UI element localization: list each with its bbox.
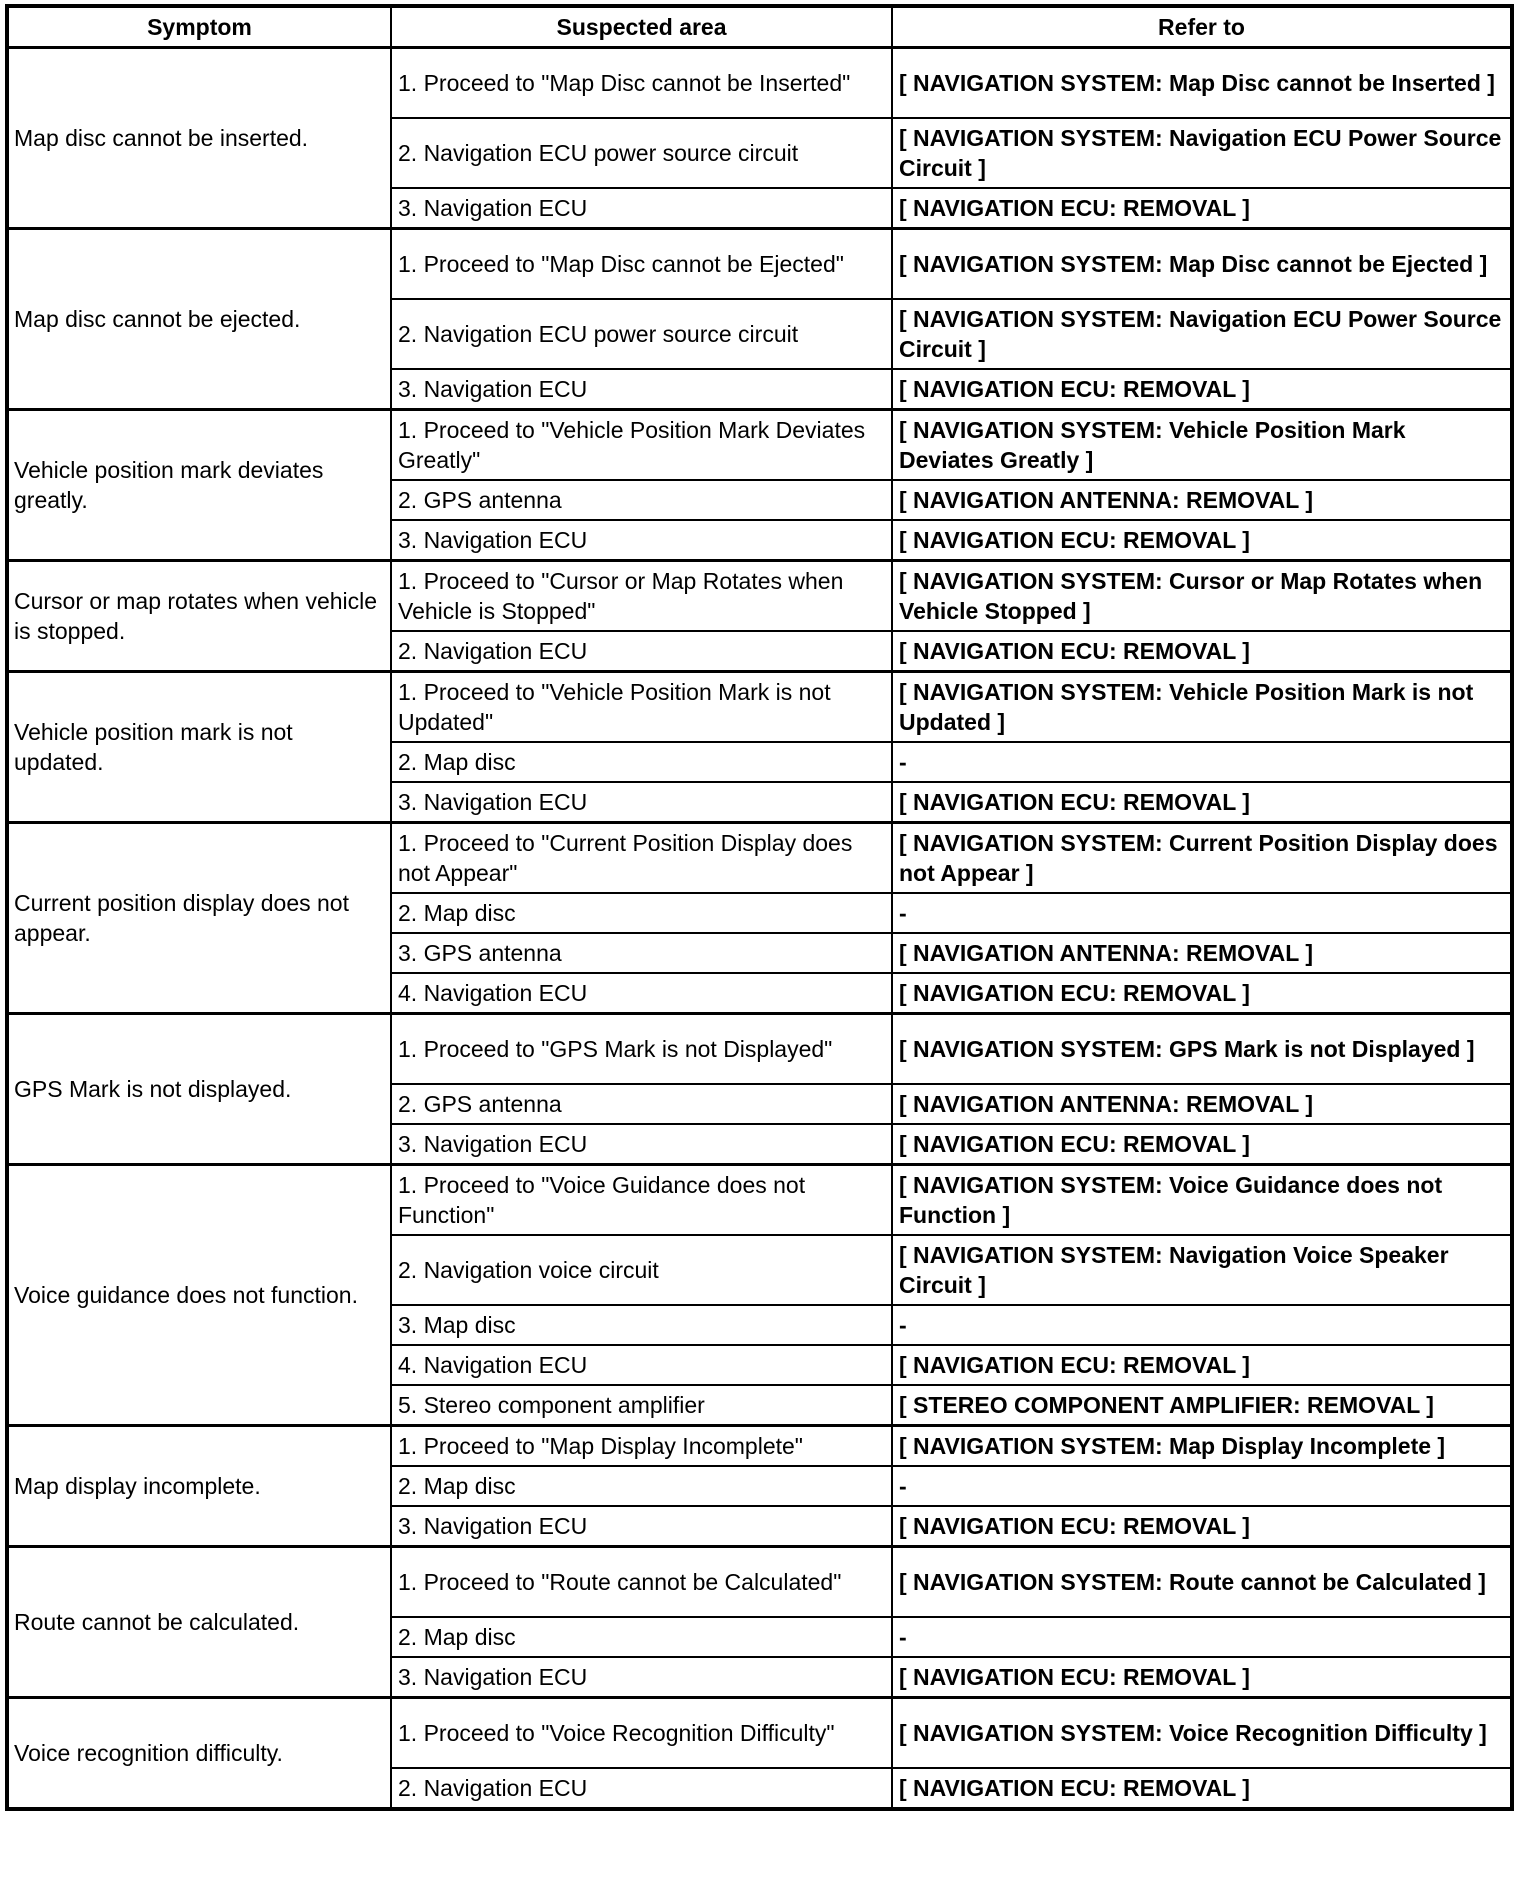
suspected-area-cell: 3. Navigation ECU [391,1657,892,1698]
refer-to-link[interactable]: [ NAVIGATION ECU: REMOVAL ] [892,1657,1512,1698]
refer-to-link: - [892,893,1512,933]
suspected-area-cell: 1. Proceed to "Map Disc cannot be Ejected" [391,229,892,300]
suspected-area-cell: 4. Navigation ECU [391,1345,892,1385]
table-row [7,1547,1512,1618]
suspected-area-cell: 2. Map disc [391,893,892,933]
refer-to-link[interactable]: [ NAVIGATION ECU: REMOVAL ] [892,369,1512,410]
symptom-cell: Cursor or map rotates when vehicle is stopped. [7,561,391,672]
refer-to-link: - [892,1466,1512,1506]
table-header [7,6,1512,48]
refer-to-link[interactable]: [ NAVIGATION ANTENNA: REMOVAL ] [892,480,1512,520]
suspected-area-cell: 2. Navigation voice circuit [391,1235,892,1305]
refer-to-link[interactable]: [ NAVIGATION ECU: REMOVAL ] [892,973,1512,1014]
table-row [7,1426,1512,1467]
refer-to-link[interactable]: [ STEREO COMPONENT AMPLIFIER: REMOVAL ] [892,1385,1512,1426]
symptom-cell: Voice recognition difficulty. [7,1698,391,1810]
suspected-area-cell: 2. GPS antenna [391,1084,892,1124]
suspected-area-cell: 3. GPS antenna [391,933,892,973]
symptom-cell: Map disc cannot be inserted. [7,48,391,229]
symptom-cell: Vehicle position mark is not updated. [7,672,391,823]
suspected-area-cell: 1. Proceed to "Map Display Incomplete" [391,1426,892,1467]
troubleshooting-table [5,4,1514,1811]
refer-to-link: - [892,742,1512,782]
suspected-area-cell: 2. Map disc [391,742,892,782]
refer-to-link: - [892,1305,1512,1345]
table-row [7,410,1512,481]
symptom-cell: Map disc cannot be ejected. [7,229,391,410]
refer-to-link[interactable]: [ NAVIGATION ECU: REMOVAL ] [892,782,1512,823]
table-row [7,48,1512,119]
table-row [7,229,1512,300]
refer-to-link[interactable]: [ NAVIGATION SYSTEM: Map Disc cannot be Ejected ] [892,229,1512,300]
suspected-area-cell: 3. Navigation ECU [391,1506,892,1547]
suspected-area-cell: 1. Proceed to "Voice Guidance does not Function" [391,1165,892,1236]
refer-to-link[interactable]: [ NAVIGATION SYSTEM: Navigation ECU Power Source Circuit ] [892,299,1512,369]
symptom-cell: Map display incomplete. [7,1426,391,1547]
symptom-cell: GPS Mark is not displayed. [7,1014,391,1165]
refer-to-link[interactable]: [ NAVIGATION ANTENNA: REMOVAL ] [892,1084,1512,1124]
table-row [7,561,1512,632]
refer-to-link[interactable]: [ NAVIGATION SYSTEM: Vehicle Position Mark Deviates Greatly ] [892,410,1512,481]
refer-to-link[interactable]: [ NAVIGATION ECU: REMOVAL ] [892,1124,1512,1165]
suspected-area-cell: 2. Map disc [391,1617,892,1657]
refer-to-link[interactable]: [ NAVIGATION ECU: REMOVAL ] [892,520,1512,561]
table-row [7,823,1512,894]
suspected-area-cell: 1. Proceed to "Map Disc cannot be Inserted" [391,48,892,119]
suspected-area-cell: 3. Navigation ECU [391,188,892,229]
refer-to-link[interactable]: [ NAVIGATION SYSTEM: Map Display Incomplete ] [892,1426,1512,1467]
suspected-area-cell: 2. Map disc [391,1466,892,1506]
suspected-area-cell: 3. Navigation ECU [391,782,892,823]
header-row [7,6,1512,48]
symptom-cell: Current position display does not appear. [7,823,391,1014]
refer-to-link[interactable]: [ NAVIGATION ECU: REMOVAL ] [892,631,1512,672]
header-symptom: Symptom [7,6,391,48]
table-row [7,672,1512,743]
suspected-area-cell: 5. Stereo component amplifier [391,1385,892,1426]
refer-to-link: - [892,1617,1512,1657]
suspected-area-cell: 4. Navigation ECU [391,973,892,1014]
suspected-area-cell: 2. GPS antenna [391,480,892,520]
refer-to-link[interactable]: [ NAVIGATION SYSTEM: Voice Guidance does not Function ] [892,1165,1512,1236]
suspected-area-cell: 1. Proceed to "Cursor or Map Rotates when Vehicle is Stopped" [391,561,892,632]
suspected-area-cell: 3. Navigation ECU [391,1124,892,1165]
suspected-area-cell: 1. Proceed to "Route cannot be Calculated" [391,1547,892,1618]
refer-to-link[interactable]: [ NAVIGATION ECU: REMOVAL ] [892,188,1512,229]
table-row [7,1014,1512,1085]
refer-to-link[interactable]: [ NAVIGATION SYSTEM: Current Position Display does not Appear ] [892,823,1512,894]
suspected-area-cell: 2. Navigation ECU [391,631,892,672]
header-refer-to: Refer to [892,6,1512,48]
header-suspected-area: Suspected area [391,6,892,48]
refer-to-link[interactable]: [ NAVIGATION SYSTEM: Navigation ECU Power Source Circuit ] [892,118,1512,188]
suspected-area-cell: 1. Proceed to "Voice Recognition Difficulty" [391,1698,892,1769]
suspected-area-cell: 2. Navigation ECU power source circuit [391,299,892,369]
suspected-area-cell: 3. Navigation ECU [391,520,892,561]
refer-to-link[interactable]: [ NAVIGATION SYSTEM: Voice Recognition Difficulty ] [892,1698,1512,1769]
refer-to-link[interactable]: [ NAVIGATION ECU: REMOVAL ] [892,1768,1512,1809]
refer-to-link[interactable]: [ NAVIGATION SYSTEM: Navigation Voice Speaker Circuit ] [892,1235,1512,1305]
table-row [7,1165,1512,1236]
symptom-cell: Route cannot be calculated. [7,1547,391,1698]
refer-to-link[interactable]: [ NAVIGATION SYSTEM: Map Disc cannot be Inserted ] [892,48,1512,119]
table-body [7,48,1512,1810]
refer-to-link[interactable]: [ NAVIGATION ECU: REMOVAL ] [892,1506,1512,1547]
symptom-cell: Voice guidance does not function. [7,1165,391,1426]
table-row [7,1698,1512,1769]
suspected-area-cell: 3. Navigation ECU [391,369,892,410]
refer-to-link[interactable]: [ NAVIGATION SYSTEM: Cursor or Map Rotates when Vehicle Stopped ] [892,561,1512,632]
suspected-area-cell: 1. Proceed to "Vehicle Position Mark Deviates Greatly" [391,410,892,481]
suspected-area-cell: 1. Proceed to "GPS Mark is not Displayed" [391,1014,892,1085]
refer-to-link[interactable]: [ NAVIGATION SYSTEM: GPS Mark is not Displayed ] [892,1014,1512,1085]
suspected-area-cell: 1. Proceed to "Current Position Display does not Appear" [391,823,892,894]
refer-to-link[interactable]: [ NAVIGATION ANTENNA: REMOVAL ] [892,933,1512,973]
suspected-area-cell: 2. Navigation ECU [391,1768,892,1809]
suspected-area-cell: 3. Map disc [391,1305,892,1345]
refer-to-link[interactable]: [ NAVIGATION ECU: REMOVAL ] [892,1345,1512,1385]
symptom-cell: Vehicle position mark deviates greatly. [7,410,391,561]
refer-to-link[interactable]: [ NAVIGATION SYSTEM: Route cannot be Calculated ] [892,1547,1512,1618]
refer-to-link[interactable]: [ NAVIGATION SYSTEM: Vehicle Position Mark is not Updated ] [892,672,1512,743]
suspected-area-cell: 1. Proceed to "Vehicle Position Mark is not Updated" [391,672,892,743]
suspected-area-cell: 2. Navigation ECU power source circuit [391,118,892,188]
